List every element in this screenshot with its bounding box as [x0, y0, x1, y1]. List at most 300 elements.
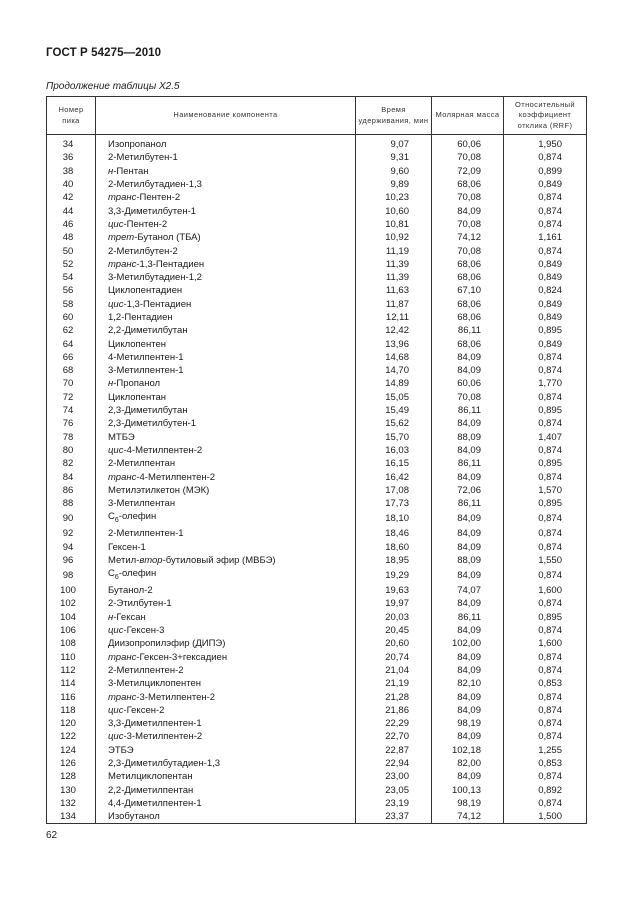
name-text: -Гексен-3	[123, 625, 165, 637]
cell-component-name	[96, 690, 356, 703]
cell-molar-mass: 84,09	[432, 417, 504, 430]
name-text: Изобутанол	[108, 811, 160, 823]
cell-retention-time: 19,29	[356, 567, 432, 584]
cell-retention-time: 23,19	[356, 797, 432, 810]
cell-component-name	[96, 810, 356, 824]
cell-rrf: 0,874	[504, 444, 587, 457]
cell-molar-mass: 84,09	[432, 690, 504, 703]
cell-molar-mass: 68,06	[432, 337, 504, 350]
cell-peak-number: 46	[47, 218, 96, 231]
cell-peak-number: 34	[47, 135, 96, 152]
cell-component-name	[96, 704, 356, 717]
cell-rrf: 0,874	[504, 624, 587, 637]
cell-rrf: 0,874	[504, 664, 587, 677]
table-row	[47, 650, 587, 663]
cell-peak-number: 60	[47, 311, 96, 324]
name-text: -Пентан	[113, 165, 149, 177]
cell-rrf: 0,895	[504, 404, 587, 417]
cell-molar-mass: 84,09	[432, 527, 504, 540]
cell-molar-mass: 84,09	[432, 770, 504, 783]
name-text: 2-Этилбутен-1	[108, 598, 172, 610]
table-row	[47, 244, 587, 257]
cell-peak-number: 94	[47, 541, 96, 554]
table-row	[47, 444, 587, 457]
cell-peak-number: 70	[47, 377, 96, 390]
cell-molar-mass: 98,19	[432, 717, 504, 730]
table-row	[47, 135, 587, 152]
cell-molar-mass: 84,09	[432, 624, 504, 637]
table-header	[47, 97, 587, 135]
cell-retention-time: 15,05	[356, 391, 432, 404]
cell-molar-mass: 84,09	[432, 650, 504, 663]
cell-component-name	[96, 271, 356, 284]
name-text: -1,3-Пентадиен	[123, 298, 192, 310]
table-row	[47, 730, 587, 743]
cell-retention-time: 21,86	[356, 704, 432, 717]
name-prefix: транс	[108, 471, 137, 483]
cell-molar-mass: 84,09	[432, 204, 504, 217]
table-row	[47, 298, 587, 311]
cell-component-name	[96, 135, 356, 152]
cell-molar-mass: 84,09	[432, 664, 504, 677]
cell-component-name	[96, 744, 356, 757]
name-text: 2,3-Диметилбутен-1	[108, 418, 197, 430]
cell-retention-time: 18,60	[356, 541, 432, 554]
table-row	[47, 541, 587, 554]
cell-molar-mass: 68,06	[432, 271, 504, 284]
cell-peak-number: 102	[47, 597, 96, 610]
cell-component-name	[96, 351, 356, 364]
cell-rrf: 0,874	[504, 527, 587, 540]
cell-peak-number: 88	[47, 497, 96, 510]
cell-rrf: 0,849	[504, 298, 587, 311]
cell-retention-time: 11,19	[356, 244, 432, 257]
cell-retention-time: 23,00	[356, 770, 432, 783]
cell-peak-number: 68	[47, 364, 96, 377]
table-row	[47, 178, 587, 191]
cell-peak-number: 90	[47, 510, 96, 527]
cell-retention-time: 18,46	[356, 527, 432, 540]
name-prefix: цис	[108, 298, 124, 310]
table-row	[47, 457, 587, 470]
cell-molar-mass: 100,13	[432, 783, 504, 796]
cell-retention-time: 16,15	[356, 457, 432, 470]
cell-molar-mass: 70,08	[432, 391, 504, 404]
cell-peak-number: 116	[47, 690, 96, 703]
name-text: 1,2-Пентадиен	[108, 312, 173, 323]
cell-rrf: 0,874	[504, 797, 587, 810]
cell-rrf: 0,874	[504, 391, 587, 404]
cell-rrf: 0,874	[504, 244, 587, 257]
cell-retention-time: 13,96	[356, 337, 432, 350]
name-text: 2-Метилпентен-1	[108, 528, 184, 540]
name-suffix: -олефин	[118, 511, 157, 523]
cell-component-name	[96, 364, 356, 377]
cell-rrf: 0,874	[504, 690, 587, 703]
cell-retention-time: 15,62	[356, 417, 432, 430]
cell-component-name	[96, 231, 356, 244]
cell-retention-time: 14,89	[356, 377, 432, 390]
cell-component-name	[96, 541, 356, 554]
cell-molar-mass: 70,08	[432, 191, 504, 204]
cell-component-name	[96, 391, 356, 404]
cell-component-name	[96, 218, 356, 231]
table-row	[47, 151, 587, 164]
cell-component-name	[96, 457, 356, 470]
cell-peak-number: 114	[47, 677, 96, 690]
table-row	[47, 810, 587, 824]
cell-rrf: 0,874	[504, 730, 587, 743]
cell-peak-number: 40	[47, 178, 96, 191]
name-text: -3-Метилпентен-2	[136, 691, 216, 703]
table-row	[47, 497, 587, 510]
cell-rrf: 0,874	[504, 597, 587, 610]
cell-peak-number: 122	[47, 730, 96, 743]
cell-retention-time: 22,70	[356, 730, 432, 743]
cell-molar-mass: 68,06	[432, 258, 504, 271]
cell-rrf: 0,899	[504, 165, 587, 178]
cell-molar-mass: 68,06	[432, 298, 504, 311]
cell-retention-time: 21,28	[356, 690, 432, 703]
cell-peak-number: 64	[47, 337, 96, 350]
cell-peak-number: 120	[47, 717, 96, 730]
name-text: -1,3-Пентадиен	[136, 258, 205, 270]
table-row	[47, 191, 587, 204]
cell-retention-time: 12,11	[356, 311, 432, 324]
name-text: Метилциклопентан	[108, 771, 193, 783]
cell-component-name	[96, 484, 356, 497]
table-row	[47, 337, 587, 350]
table-row	[47, 704, 587, 717]
name-text: -Пропанол	[113, 378, 161, 390]
cell-peak-number: 118	[47, 704, 96, 717]
cell-molar-mass: 84,09	[432, 364, 504, 377]
cell-retention-time: 9,07	[356, 135, 432, 152]
cell-peak-number: 96	[47, 554, 96, 567]
cell-peak-number: 128	[47, 770, 96, 783]
name-text: 3-Метилпентен-1	[108, 365, 184, 377]
name-text: 3-Метилциклопентен	[108, 678, 202, 690]
cell-component-name	[96, 151, 356, 164]
cell-component-name	[96, 258, 356, 271]
cell-peak-number: 52	[47, 258, 96, 271]
cell-molar-mass: 86,11	[432, 497, 504, 510]
table-row	[47, 470, 587, 483]
cell-component-name	[96, 510, 356, 527]
name-subscript: 6	[114, 573, 119, 581]
name-suffix: -бутиловый эфир (МВБЭ)	[162, 554, 276, 566]
cell-rrf: 0,874	[504, 541, 587, 554]
name-text: 2-Метилбутен-1	[108, 152, 178, 164]
cell-peak-number: 134	[47, 810, 96, 824]
cell-rrf: 0,849	[504, 258, 587, 271]
cell-component-name	[96, 165, 356, 178]
name-text: Метил-	[108, 554, 140, 566]
name-prefix: цис	[108, 444, 124, 456]
cell-component-name	[96, 178, 356, 191]
cell-rrf: 1,255	[504, 744, 587, 757]
cell-peak-number: 78	[47, 431, 96, 444]
name-prefix: цис	[108, 731, 124, 743]
cell-rrf: 1,600	[504, 584, 587, 597]
cell-retention-time: 20,03	[356, 611, 432, 624]
cell-component-name	[96, 770, 356, 783]
cell-rrf: 0,895	[504, 324, 587, 337]
table-row	[47, 744, 587, 757]
cell-peak-number: 126	[47, 757, 96, 770]
cell-component-name	[96, 204, 356, 217]
name-text: 2,3-Диметилбутан	[108, 405, 188, 417]
cell-molar-mass: 84,09	[432, 444, 504, 457]
cell-component-name	[96, 797, 356, 810]
cell-component-name	[96, 324, 356, 337]
table-row	[47, 417, 587, 430]
cell-molar-mass: 74,12	[432, 810, 504, 824]
table-row	[47, 677, 587, 690]
cell-component-name	[96, 417, 356, 430]
cell-component-name	[96, 191, 356, 204]
cell-molar-mass: 86,11	[432, 611, 504, 624]
cell-retention-time: 22,29	[356, 717, 432, 730]
cell-rrf: 0,849	[504, 271, 587, 284]
name-prefix: н	[108, 611, 114, 623]
name-text: МТБЭ	[108, 431, 135, 443]
cell-component-name	[96, 298, 356, 311]
cell-molar-mass: 86,11	[432, 457, 504, 470]
name-text: -Пентен-2	[123, 218, 168, 230]
name-text: 2,2-Диметилпентан	[108, 784, 194, 796]
cell-molar-mass: 98,19	[432, 797, 504, 810]
name-prefix: цис	[108, 625, 124, 637]
cell-component-name	[96, 377, 356, 390]
cell-retention-time: 21,04	[356, 664, 432, 677]
cell-peak-number: 72	[47, 391, 96, 404]
cell-retention-time: 11,39	[356, 271, 432, 284]
cell-rrf: 0,895	[504, 457, 587, 470]
cell-rrf: 0,874	[504, 770, 587, 783]
name-suffix: -олефин	[118, 568, 157, 580]
cell-molar-mass: 74,12	[432, 231, 504, 244]
cell-retention-time: 16,03	[356, 444, 432, 457]
col-header-peak: Номер пика	[47, 97, 96, 135]
cell-retention-time: 10,60	[356, 204, 432, 217]
table-row	[47, 271, 587, 284]
cell-rrf: 0,853	[504, 757, 587, 770]
name-prefix: трет	[108, 232, 135, 244]
cell-peak-number: 54	[47, 271, 96, 284]
cell-molar-mass: 84,09	[432, 510, 504, 527]
cell-component-name	[96, 404, 356, 417]
cell-molar-mass: 84,09	[432, 597, 504, 610]
cell-peak-number: 44	[47, 204, 96, 217]
cell-component-name	[96, 650, 356, 663]
cell-rrf: 0,849	[504, 337, 587, 350]
cell-peak-number: 76	[47, 417, 96, 430]
table-row	[47, 797, 587, 810]
cell-molar-mass: 72,06	[432, 484, 504, 497]
cell-component-name	[96, 567, 356, 584]
name-prefix: н	[108, 165, 114, 177]
cell-retention-time: 9,60	[356, 165, 432, 178]
cell-rrf: 0,874	[504, 470, 587, 483]
name-text: Циклопентадиен	[108, 285, 183, 297]
cell-rrf: 1,950	[504, 135, 587, 152]
cell-molar-mass: 74,07	[432, 584, 504, 597]
cell-peak-number: 36	[47, 151, 96, 164]
name-text: С	[108, 568, 115, 580]
table-row	[47, 717, 587, 730]
name-text: 4-Метилпентен-1	[108, 351, 184, 363]
cell-retention-time: 22,94	[356, 757, 432, 770]
cell-component-name	[96, 757, 356, 770]
cell-rrf: 0,874	[504, 351, 587, 364]
cell-peak-number: 66	[47, 351, 96, 364]
cell-rrf: 0,849	[504, 178, 587, 191]
cell-retention-time: 16,42	[356, 470, 432, 483]
cell-molar-mass: 102,00	[432, 637, 504, 650]
table-row	[47, 377, 587, 390]
cell-peak-number: 48	[47, 231, 96, 244]
name-text: 4,4-Диметилпентен-1	[108, 797, 202, 809]
table-row	[47, 527, 587, 540]
table-row	[47, 611, 587, 624]
cell-peak-number: 92	[47, 527, 96, 540]
cell-peak-number: 82	[47, 457, 96, 470]
cell-retention-time: 11,63	[356, 284, 432, 297]
cell-component-name	[96, 717, 356, 730]
components-table	[46, 96, 587, 824]
cell-retention-time: 18,10	[356, 510, 432, 527]
table-caption: Продолжение таблицы Х2.5	[46, 81, 180, 92]
name-text: Циклопентен	[108, 338, 166, 350]
table-row	[47, 624, 587, 637]
cell-retention-time: 9,31	[356, 151, 432, 164]
name-text: -3-Метилпентен-2	[123, 731, 203, 743]
cell-rrf: 0,874	[504, 191, 587, 204]
cell-molar-mass: 68,06	[432, 178, 504, 191]
cell-molar-mass: 84,09	[432, 704, 504, 717]
cell-retention-time: 23,37	[356, 810, 432, 824]
cell-molar-mass: 88,09	[432, 554, 504, 567]
col-header-molar-mass: Молярная масса	[432, 97, 504, 135]
cell-molar-mass: 67,10	[432, 284, 504, 297]
name-text: Метилэтилкетон (МЭК)	[108, 484, 210, 496]
cell-retention-time: 12,42	[356, 324, 432, 337]
cell-retention-time: 11,87	[356, 298, 432, 311]
cell-retention-time: 10,92	[356, 231, 432, 244]
cell-retention-time: 17,08	[356, 484, 432, 497]
cell-retention-time: 21,19	[356, 677, 432, 690]
page-number: 62	[46, 830, 58, 841]
name-text: Изопропанол	[108, 139, 167, 151]
cell-molar-mass: 84,09	[432, 730, 504, 743]
table-row	[47, 391, 587, 404]
table-row	[47, 584, 587, 597]
cell-molar-mass: 84,09	[432, 567, 504, 584]
name-text: Диизопропилэфир (ДИПЭ)	[108, 638, 226, 650]
table-row	[47, 431, 587, 444]
name-text: Бутанол-2	[108, 585, 153, 597]
cell-peak-number: 106	[47, 624, 96, 637]
table-row	[47, 484, 587, 497]
name-text: 2,2-Диметилбутан	[108, 325, 188, 337]
name-text: 3,3-Диметилпентен-1	[108, 718, 202, 730]
cell-component-name	[96, 730, 356, 743]
cell-component-name	[96, 677, 356, 690]
cell-rrf: 0,824	[504, 284, 587, 297]
cell-rrf: 0,874	[504, 717, 587, 730]
cell-rrf: 0,849	[504, 311, 587, 324]
table-row	[47, 597, 587, 610]
cell-retention-time: 9,89	[356, 178, 432, 191]
cell-peak-number: 132	[47, 797, 96, 810]
cell-peak-number: 38	[47, 165, 96, 178]
table-row	[47, 204, 587, 217]
cell-peak-number: 110	[47, 650, 96, 663]
cell-component-name	[96, 497, 356, 510]
cell-molar-mass: 86,11	[432, 324, 504, 337]
cell-rrf: 0,895	[504, 497, 587, 510]
cell-molar-mass: 84,09	[432, 351, 504, 364]
cell-component-name	[96, 284, 356, 297]
cell-component-name	[96, 311, 356, 324]
cell-rrf: 1,570	[504, 484, 587, 497]
cell-rrf: 1,770	[504, 377, 587, 390]
table-row	[47, 690, 587, 703]
cell-retention-time: 19,63	[356, 584, 432, 597]
name-prefix: цис	[108, 704, 124, 716]
cell-peak-number: 80	[47, 444, 96, 457]
name-text: 3,3-Диметилбутен-1	[108, 205, 197, 217]
cell-rrf: 1,407	[504, 431, 587, 444]
cell-component-name	[96, 584, 356, 597]
cell-retention-time: 19,97	[356, 597, 432, 610]
cell-peak-number: 100	[47, 584, 96, 597]
cell-component-name	[96, 664, 356, 677]
cell-rrf: 0,874	[504, 704, 587, 717]
cell-rrf: 0,874	[504, 364, 587, 377]
cell-rrf: 0,874	[504, 510, 587, 527]
table-row	[47, 258, 587, 271]
cell-peak-number: 74	[47, 404, 96, 417]
cell-retention-time: 14,68	[356, 351, 432, 364]
table-row	[47, 770, 587, 783]
cell-component-name	[96, 783, 356, 796]
table-row	[47, 637, 587, 650]
cell-rrf: 0,892	[504, 783, 587, 796]
cell-rrf: 1,550	[504, 554, 587, 567]
cell-component-name	[96, 470, 356, 483]
cell-peak-number: 98	[47, 567, 96, 584]
cell-component-name	[96, 527, 356, 540]
cell-retention-time: 22,87	[356, 744, 432, 757]
name-text: -Бутанол (ТБА)	[134, 232, 201, 244]
cell-component-name	[96, 611, 356, 624]
table-row	[47, 783, 587, 796]
cell-retention-time: 23,05	[356, 783, 432, 796]
col-header-retention-time: Время удерживания, мин	[356, 97, 432, 135]
cell-retention-time: 20,45	[356, 624, 432, 637]
table-body	[47, 135, 587, 824]
cell-rrf: 0,853	[504, 677, 587, 690]
table-row	[47, 757, 587, 770]
cell-molar-mass: 70,08	[432, 151, 504, 164]
cell-component-name	[96, 244, 356, 257]
cell-molar-mass: 68,06	[432, 311, 504, 324]
col-header-name: Наименование компонента	[96, 97, 356, 135]
cell-component-name	[96, 444, 356, 457]
cell-rrf: 0,895	[504, 611, 587, 624]
